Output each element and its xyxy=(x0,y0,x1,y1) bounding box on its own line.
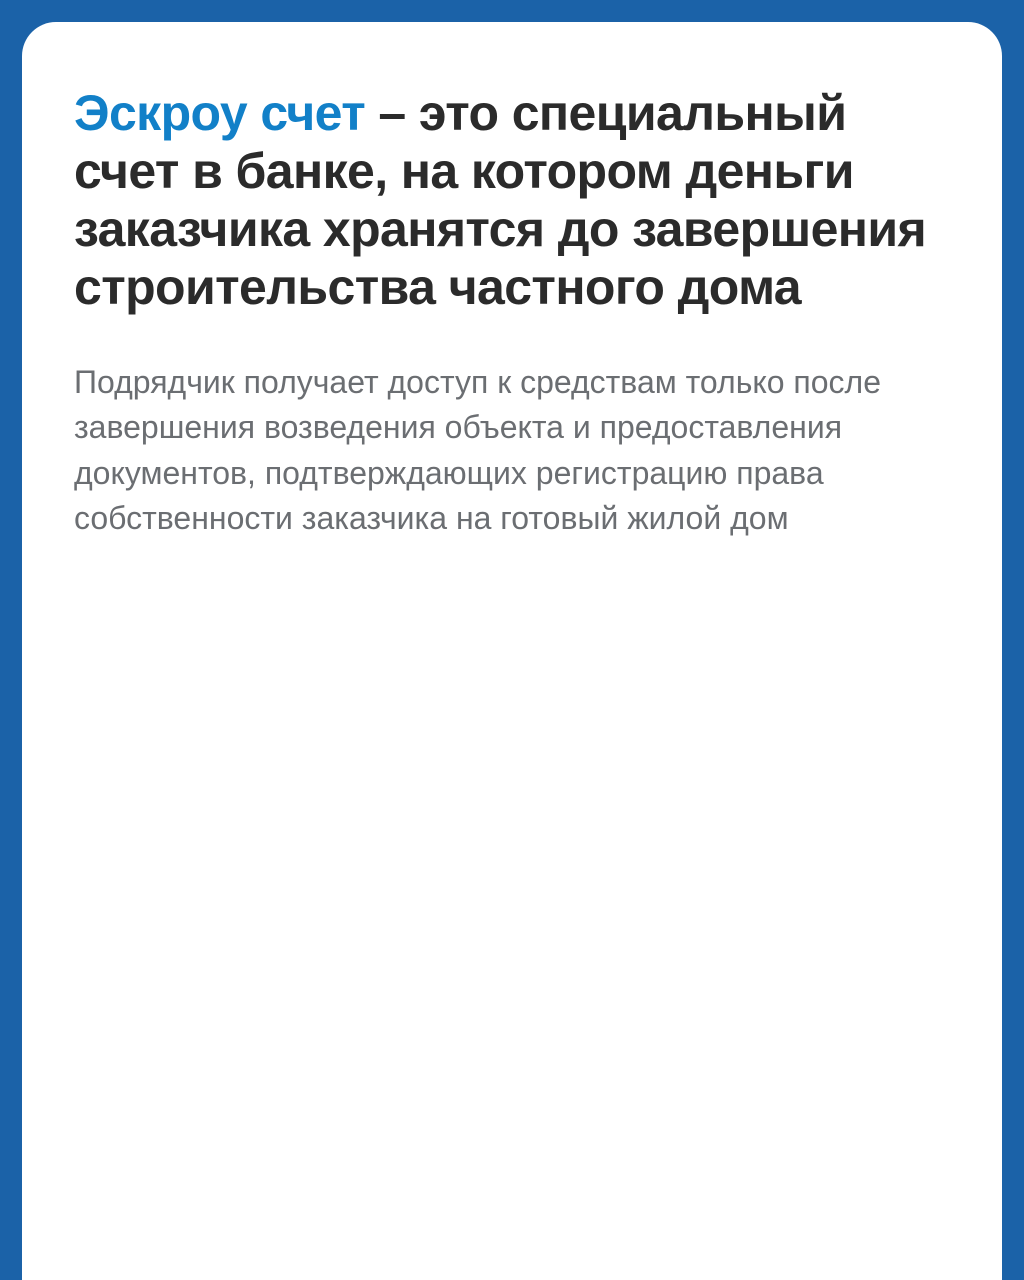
content-card xyxy=(22,22,1002,1280)
page-title xyxy=(74,84,950,316)
headline-rest-text: – это специальный счет в банке, на котором деньги заказчика хранятся до завершения строительства частного дома xyxy=(74,85,927,315)
body-paragraph: Подрядчик получает доступ к средствам только после завершения возведения объекта и предоставления документов, подтверждающих регистрацию права собственности заказчика на готовый жилой дом xyxy=(74,364,881,537)
headline-accent-text: Эскроу счет xyxy=(74,85,366,141)
